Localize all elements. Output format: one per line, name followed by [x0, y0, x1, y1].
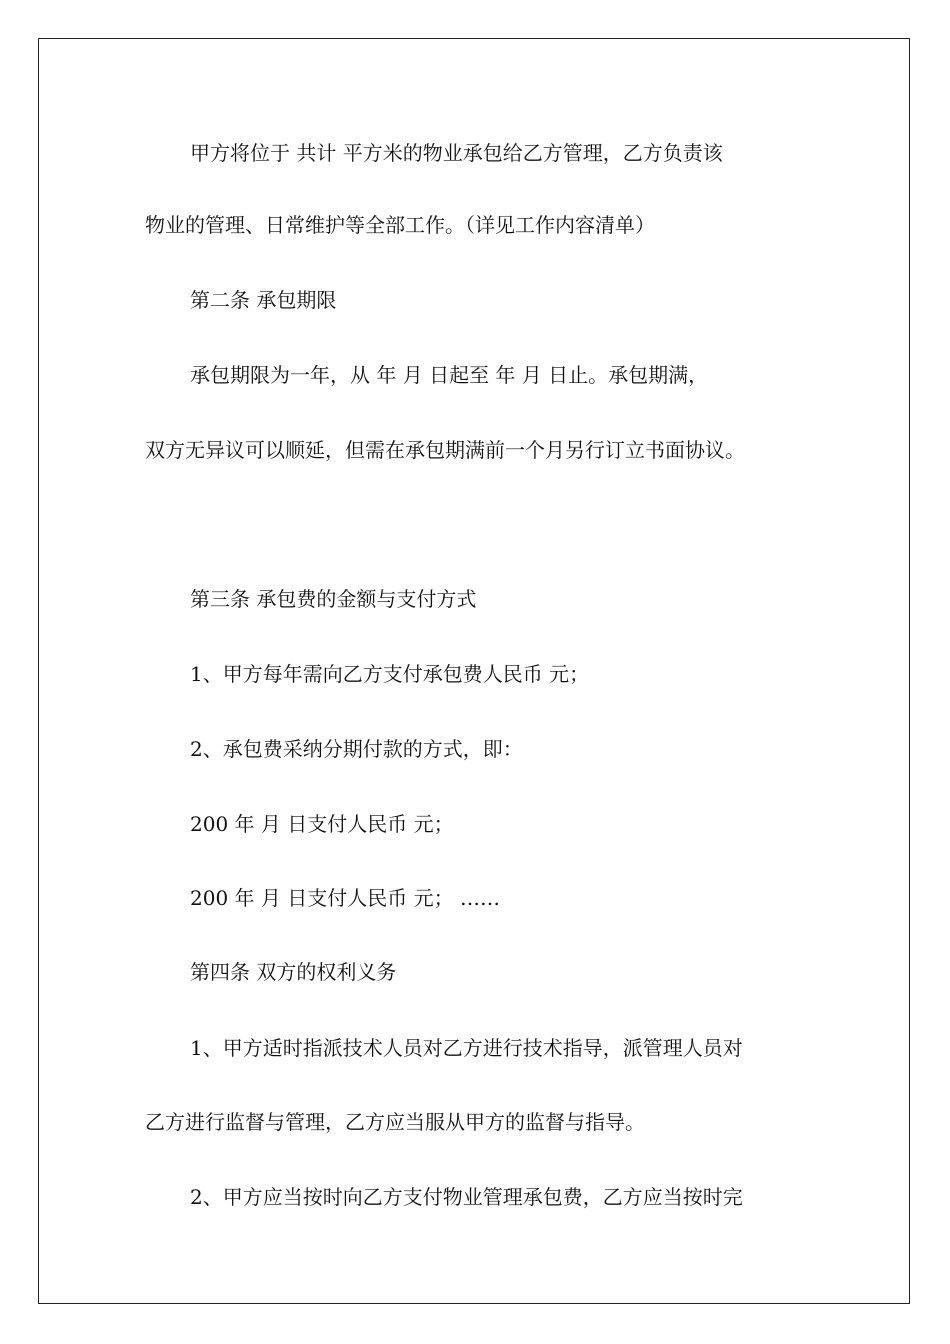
- list-item: 1、甲方每年需向乙方支付承包费人民币 元；: [190, 662, 590, 686]
- paragraph-line: 双方无异议可以顺延，但需在承包期满前一个月另行订立书面协议。: [145, 438, 745, 462]
- article-heading: 第二条 承包期限: [190, 288, 337, 312]
- paragraph-line: 物业的管理、日常维护等全部工作。（详见工作内容清单）: [145, 213, 655, 237]
- paragraph-line: 甲方将位于 共计 平方米的物业承包给乙方管理，乙方负责该: [190, 141, 723, 165]
- list-item: 2、承包费采纳分期付款的方式，即：: [190, 737, 523, 761]
- payment-line: 200 年 月 日支付人民币 元； ……: [190, 886, 500, 910]
- article-heading: 第四条 双方的权利义务: [190, 960, 397, 984]
- paragraph-line: 乙方进行监督与管理，乙方应当服从甲方的监督与指导。: [145, 1110, 645, 1134]
- paragraph-line: 承包期限为一年，从 年 月 日起至 年 月 日止。承包期满，: [190, 363, 709, 387]
- article-heading: 第三条 承包费的金额与支付方式: [190, 587, 477, 611]
- payment-line: 200 年 月 日支付人民币 元；: [190, 812, 454, 836]
- list-item: 2、甲方应当按时向乙方支付物业管理承包费，乙方应当按时完: [190, 1185, 743, 1209]
- list-item: 1、甲方适时指派技术人员对乙方进行技术指导，派管理人员对: [190, 1036, 743, 1060]
